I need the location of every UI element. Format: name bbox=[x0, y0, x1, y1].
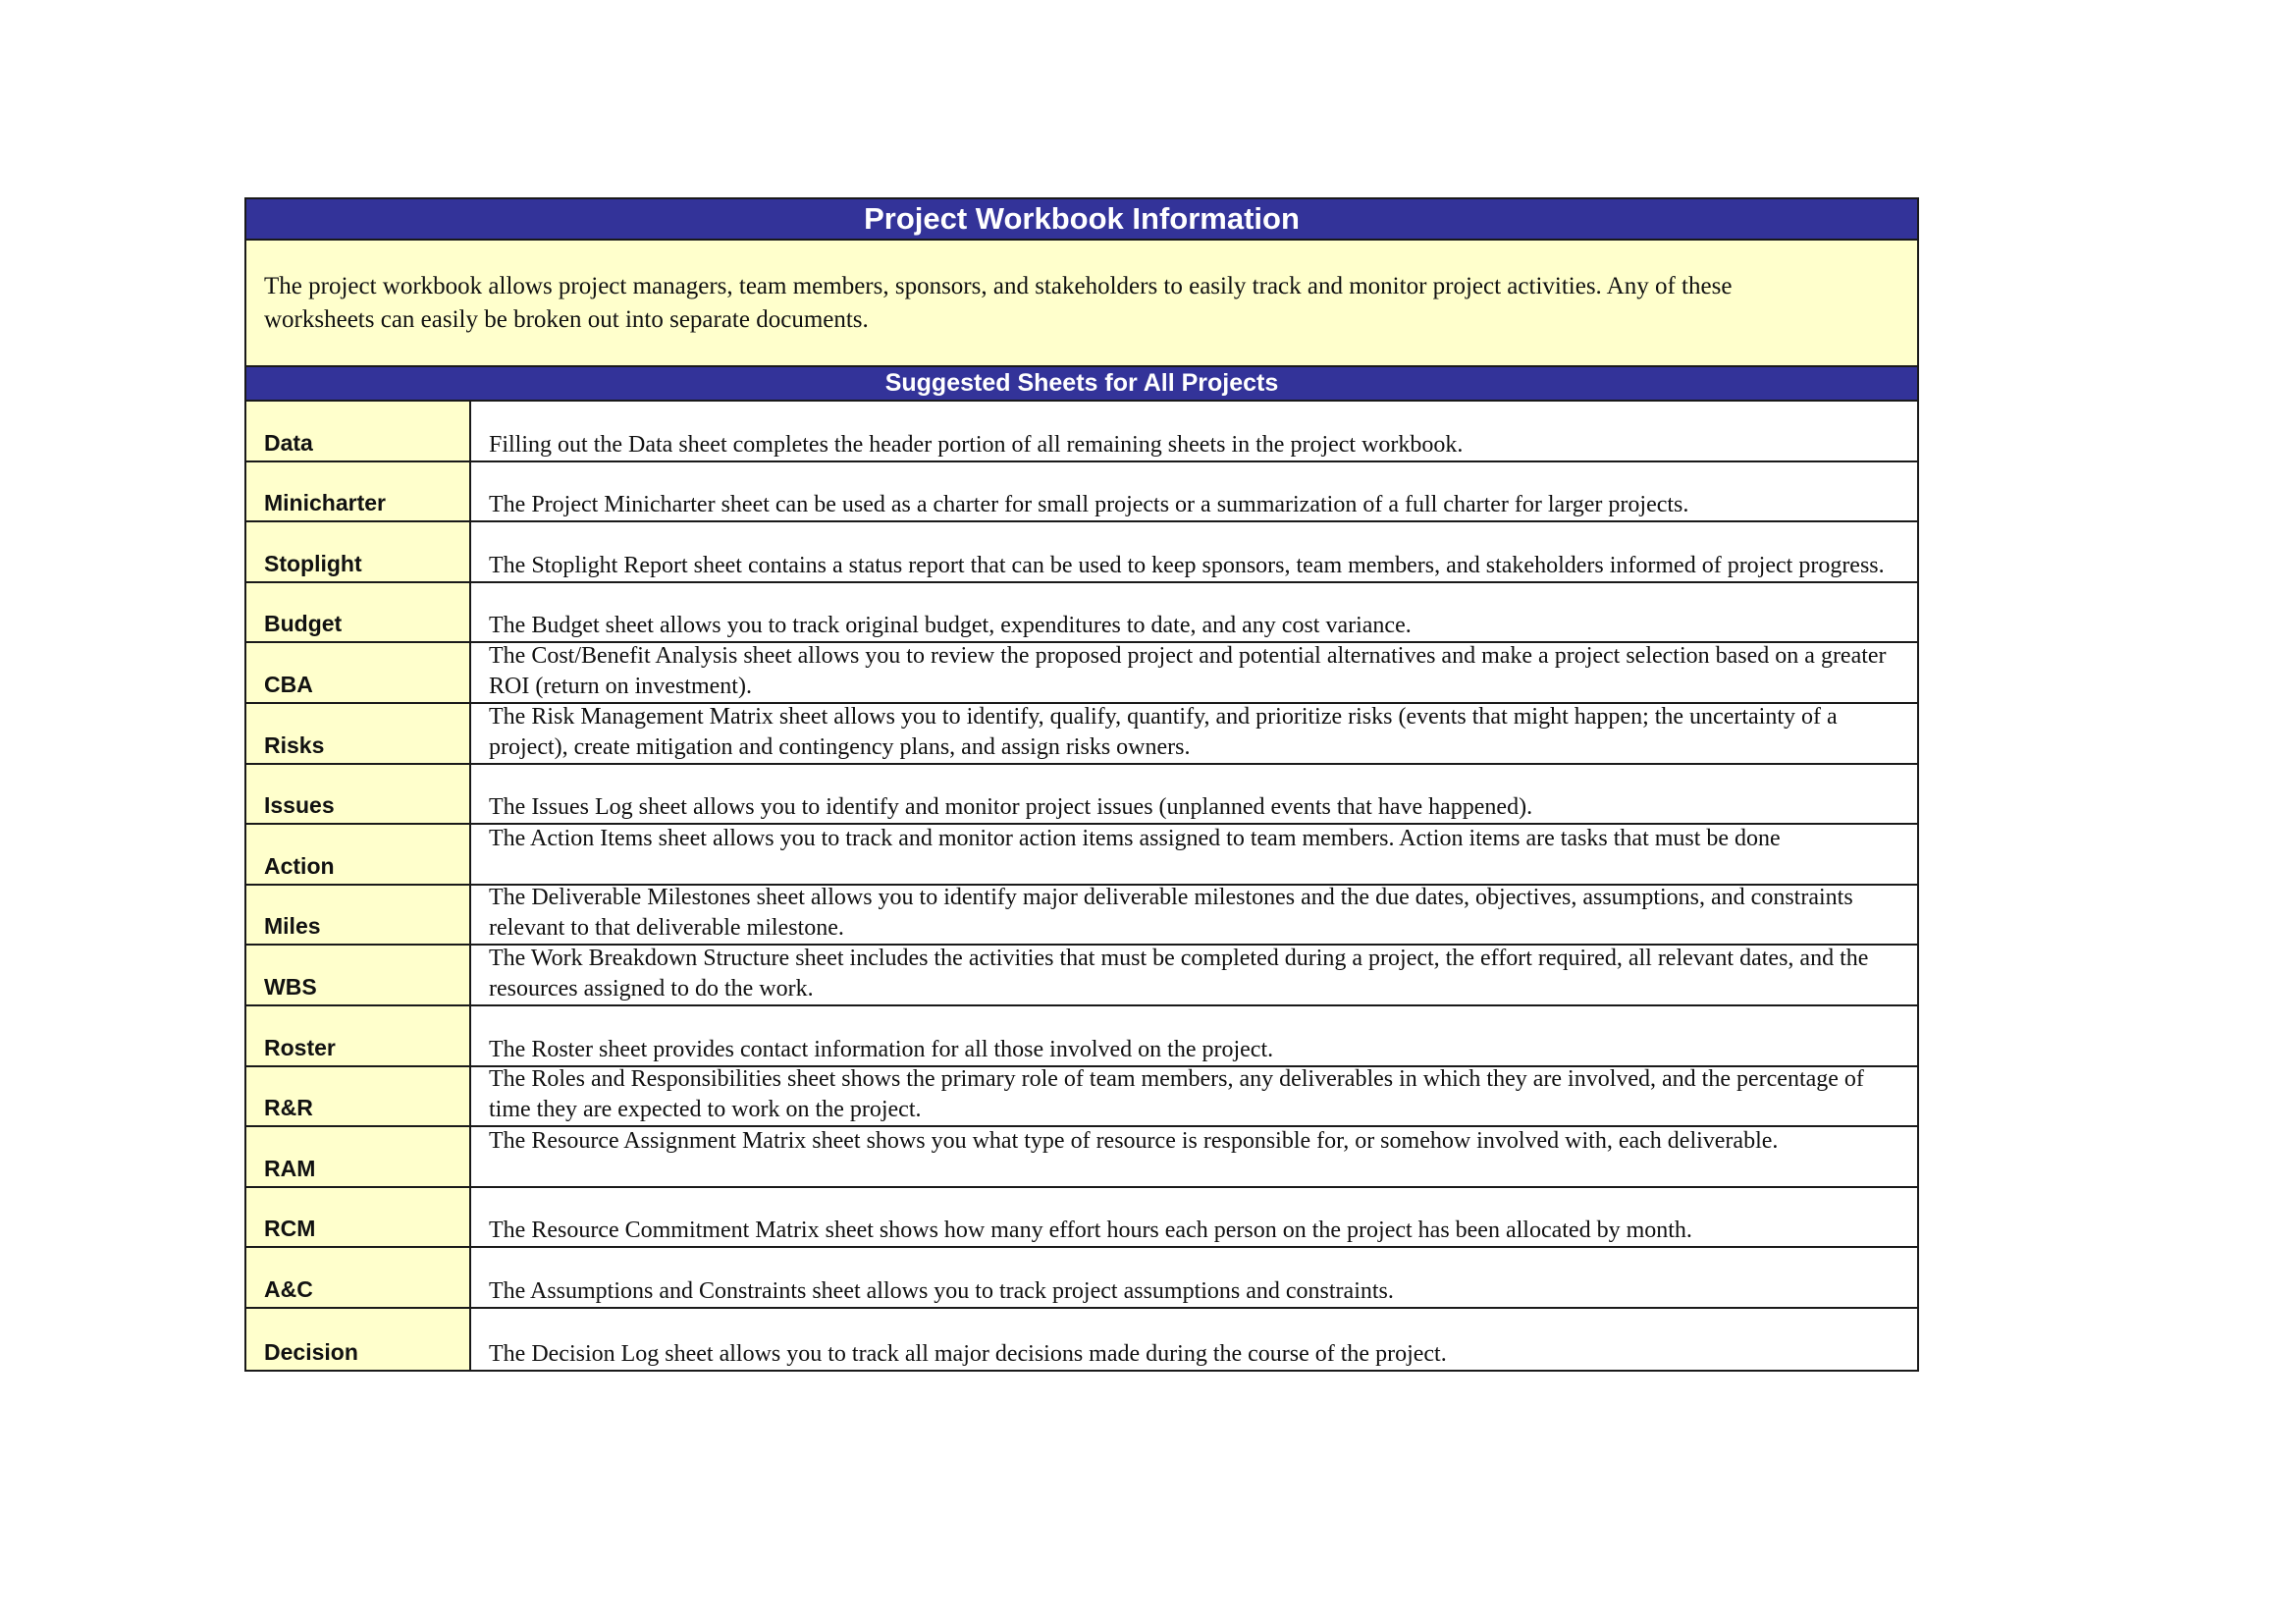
sheet-name: Stoplight bbox=[246, 522, 471, 581]
sheet-description: The Roles and Responsibilities sheet shows the primary role of team members, any deliverables in which they are involved, and the percentage of time they are expected to work on the project. bbox=[489, 1066, 1864, 1123]
sheet-name: RAM bbox=[246, 1127, 471, 1186]
sheet-row-data bbox=[246, 402, 1917, 462]
sheet-name: Roster bbox=[246, 1006, 471, 1065]
sheet-name: Risks bbox=[246, 704, 471, 763]
sheet-name: Miles bbox=[246, 886, 471, 945]
sheet-description: Filling out the Data sheet completes the header portion of all remaining sheets in the project workbook. bbox=[489, 431, 1464, 458]
sheet-list bbox=[246, 402, 1917, 1370]
sheet-description: The Deliverable Milestones sheet allows you to identify major deliverable milestones and the due dates, objectives, assumptions, and constraints relevant to that deliverable milestone. bbox=[489, 885, 1853, 942]
intro-paragraph: The project workbook allows project managers, team members, sponsors, and stakeholders to easily track and monitor project activities. Any of these worksheets can easily be broken out into separate documents. bbox=[246, 241, 1917, 365]
sheet-row-wbs bbox=[246, 946, 1917, 1006]
sheet-description: The Budget sheet allows you to track original budget, expenditures to date, and any cost variance. bbox=[489, 613, 1412, 639]
sheet-row-risks bbox=[246, 704, 1917, 765]
sheet-description: The Cost/Benefit Analysis sheet allows you to review the proposed project and potential alternatives and make a project selection based on a greater ROI (return on investment). bbox=[489, 642, 1887, 699]
page-title: Project Workbook Information bbox=[246, 199, 1917, 241]
sheet-name: Budget bbox=[246, 583, 471, 642]
sheet-name: R&R bbox=[246, 1067, 471, 1126]
sheet-row-action bbox=[246, 825, 1917, 886]
sheet-description: The Resource Assignment Matrix sheet shows you what type of resource is responsible for, or somehow involved with, each deliverable. bbox=[489, 1128, 1779, 1155]
sheet-row-roles-responsibilities bbox=[246, 1067, 1917, 1128]
sheet-description: The Risk Management Matrix sheet allows you to identify, qualify, quantify, and prioritize risks (events that might happen; the uncertainty of a project), create mitigation and contingency plans, and assign risks owners. bbox=[489, 703, 1838, 760]
sheet-row-rcm bbox=[246, 1188, 1917, 1249]
sheet-description: The Roster sheet provides contact information for all those involved on the project. bbox=[489, 1036, 1274, 1062]
sheet-row-minicharter bbox=[246, 462, 1917, 523]
sheet-row-miles bbox=[246, 886, 1917, 947]
sheet-description: The Resource Commitment Matrix sheet shows how many effort hours each person on the project has been allocated by month. bbox=[489, 1218, 1692, 1244]
sheet-name: Minicharter bbox=[246, 462, 471, 521]
sheet-row-issues bbox=[246, 765, 1917, 826]
sheet-name: Decision bbox=[246, 1309, 471, 1370]
sheet-description: The Assumptions and Constraints sheet allows you to track project assumptions and constraints. bbox=[489, 1277, 1394, 1304]
sheet-row-ram bbox=[246, 1127, 1917, 1188]
sheet-description: The Decision Log sheet allows you to track all major decisions made during the course of the project. bbox=[489, 1340, 1447, 1367]
sheet-name: Data bbox=[246, 402, 471, 460]
sheet-row-stoplight bbox=[246, 522, 1917, 583]
sheet-description: The Work Breakdown Structure sheet includes the activities that must be completed during a project, the effort required, all relevant dates, and the resources assigned to do the work. bbox=[489, 945, 1869, 1001]
sheet-row-cba bbox=[246, 643, 1917, 704]
sheet-name: CBA bbox=[246, 643, 471, 702]
sheet-description: The Project Minicharter sheet can be used as a charter for small projects or a summarization of a full charter for larger projects. bbox=[489, 492, 1689, 518]
project-workbook-table bbox=[244, 197, 1919, 1372]
sheet-name: A&C bbox=[246, 1248, 471, 1307]
sheet-name: Action bbox=[246, 825, 471, 884]
sheet-description: The Action Items sheet allows you to track and monitor action items assigned to team members. Action items are tasks that must be done bbox=[489, 826, 1781, 852]
sheet-name: RCM bbox=[246, 1188, 471, 1247]
sheet-description: The Issues Log sheet allows you to identify and monitor project issues (unplanned events that have happened). bbox=[489, 794, 1533, 821]
sheet-row-budget bbox=[246, 583, 1917, 644]
section-title: Suggested Sheets for All Projects bbox=[246, 365, 1917, 402]
sheet-name: WBS bbox=[246, 946, 471, 1004]
sheet-description: The Stoplight Report sheet contains a status report that can be used to keep sponsors, team members, and stakeholders informed of project progress. bbox=[489, 552, 1885, 578]
sheet-row-decision bbox=[246, 1309, 1917, 1370]
sheet-row-assumptions-constraints bbox=[246, 1248, 1917, 1309]
sheet-name: Issues bbox=[246, 765, 471, 824]
sheet-row-roster bbox=[246, 1006, 1917, 1067]
